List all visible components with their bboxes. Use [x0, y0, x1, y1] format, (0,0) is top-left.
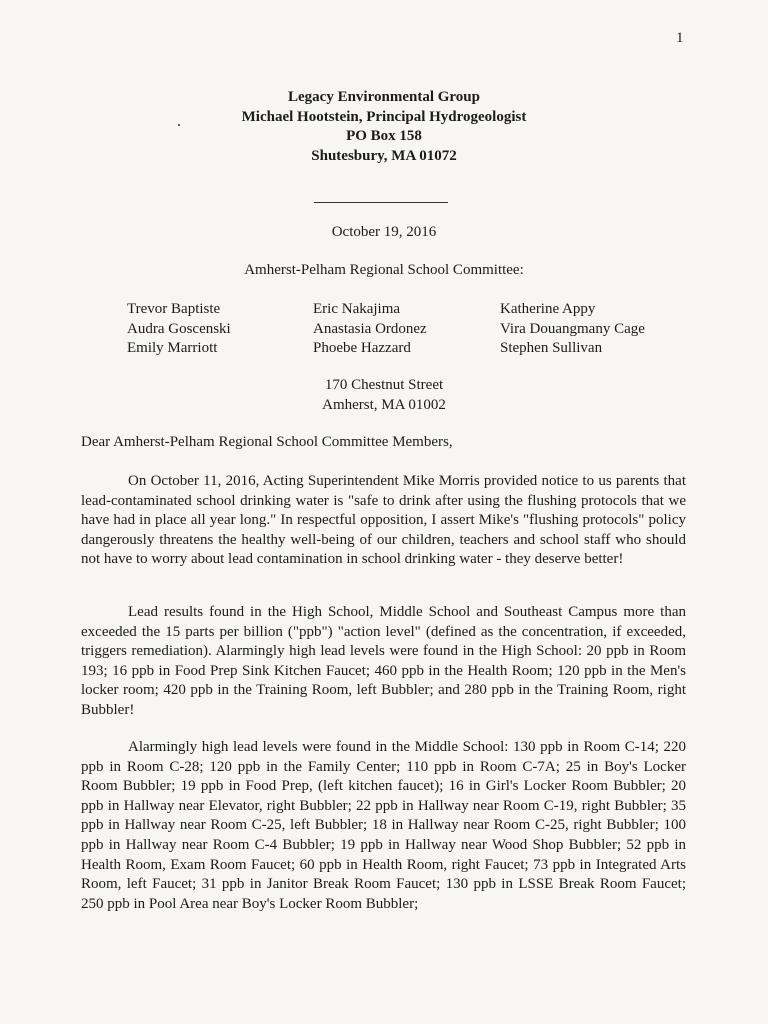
member-name: Audra Goscenski	[127, 320, 231, 337]
letter-date: October 19, 2016	[331, 224, 437, 240]
member-name: Trevor Baptiste	[127, 301, 221, 317]
address-city: Amherst, MA 01002	[322, 396, 446, 413]
letterhead-name-title: Michael Hootstein, Principal Hydrogeologist	[241, 108, 527, 125]
members-column-1	[127, 300, 231, 359]
member-name: Eric Nakajima	[313, 301, 401, 317]
body-paragraph-3: Alarmingly high lead levels were found in the Middle School: 130 ppb in Room C-14; 220 ppb in Room C-28; 120 ppb in the Family Center; 110 ppb in Room C-7A; 25 in Boy's Locker Room Bubbler; 19 ppb in Food Prep, (left kitchen faucet); 16 in Girl's Locker Room Bubbler; 20 ppb in Hallway near Elevator, right Bubbler; 22 ppb in Hallway near Room C-19, right Bubbler; 35 ppb in Hallway near Room C-25, left Bubbler; 18 in Hallway near Room C-25, right Bubbler; 100 ppb in Hallway near Room C-4 Bubbler; 19 ppb in Hallway near Wood Shop Bubbler; 52 ppb in Health Room, Exam Room Faucet; 60 ppb in Health Room, right Faucet; 73 ppb in Integrated Arts Room, left Faucet; 31 ppb in Janitor Break Room Faucet; 130 ppb in LSSE Break Room Faucet; 250 ppb in Pool Area near Boy's Locker Room Bubbler;	[81, 739, 686, 912]
letterhead-org: Legacy Environmental Group	[288, 89, 480, 105]
member-name: Emily Marriott	[127, 340, 218, 356]
stray-mark	[178, 124, 180, 126]
members-column-2	[313, 300, 427, 359]
divider-rule	[314, 202, 448, 203]
member-name: Vira Douangmany Cage	[500, 320, 645, 337]
recipient-org: Amherst-Pelham Regional School Committee:	[244, 262, 524, 278]
address-street: 170 Chestnut Street	[324, 377, 444, 393]
recipient-address	[0, 376, 768, 415]
body-paragraph-1: On October 11, 2016, Acting Superintendent Mike Morris provided notice to us parents that lead-contaminated school drinking water is "safe to drink after using the flushing protocols that we have had in place all year long." In respectful opposition, I assert Mike's "flushing protocols" policy dangerously threatens the healthy well-being of our children, teachers and school staff who should not have to worry about lead contamination in school drinking water - they deserve better!	[81, 473, 686, 568]
page-number: 1	[676, 30, 684, 46]
member-name: Anastasia Ordonez	[313, 320, 427, 337]
members-column-3	[500, 300, 645, 359]
member-name: Katherine Appy	[500, 301, 596, 317]
letterhead	[0, 88, 768, 166]
member-name: Phoebe Hazzard	[313, 340, 411, 356]
member-name: Stephen Sullivan	[500, 340, 603, 356]
body-paragraph-2: Lead results found in the High School, Middle School and Southeast Campus more than exceeded the 15 parts per billion ("ppb") "action level" (defined as the concentration, if exceeded, triggers remediation). Alarmingly high lead levels were found in the High School: 20 ppb in Room 193; 16 ppb in Food Prep Sink Kitchen Faucet; 460 ppb in the Health Room; 120 ppb in the Men's locker room; 420 ppb in the Training Room, left Bubbler; and 280 ppb in the Training Room, right Bubbler!	[81, 604, 686, 718]
letterhead-po-box: PO Box 158	[346, 128, 422, 144]
letterhead-city-state: Shutesbury, MA 01072	[311, 147, 457, 164]
salutation: Dear Amherst-Pelham Regional School Committee Members,	[81, 434, 453, 450]
